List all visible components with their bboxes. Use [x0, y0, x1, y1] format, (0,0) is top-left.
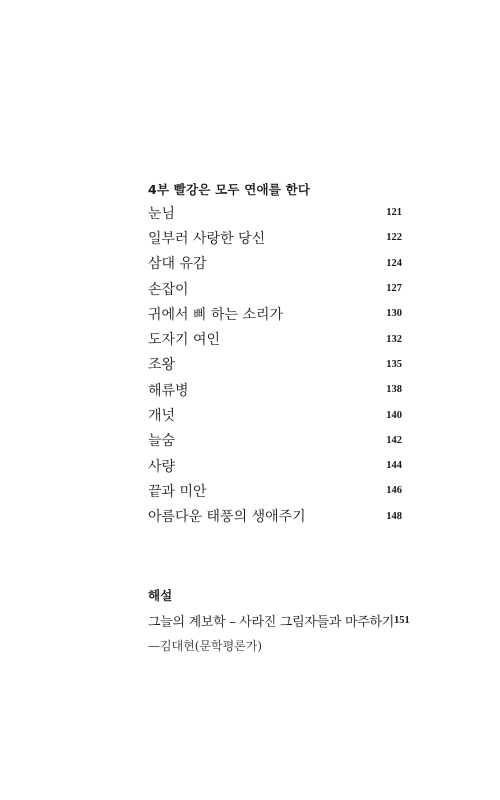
toc-entry-title: 개넛: [148, 408, 176, 425]
toc-entry-title: 귀에서 삐 하는 소리가: [148, 306, 284, 323]
toc-entry-page-number: 124: [386, 257, 402, 269]
toc-entry[interactable]: [148, 301, 402, 326]
toc-entry-title: 사량: [148, 458, 176, 475]
commentary-page-number: 151: [394, 614, 410, 626]
toc-entry[interactable]: [148, 251, 402, 276]
toc-entry-title: 조왕: [148, 357, 176, 374]
toc-entry-title: 늘숨: [148, 433, 176, 450]
toc-entry[interactable]: [148, 225, 402, 250]
toc-entry-page-number: 148: [386, 510, 402, 522]
commentary-author: —김대현(문학평론가): [148, 639, 263, 653]
toc-entry[interactable]: [148, 402, 402, 427]
toc-entry-page-number: 121: [386, 207, 402, 219]
toc-entry-page-number: 132: [386, 333, 402, 345]
toc-entry[interactable]: [148, 200, 402, 225]
toc-entry-page-number: 127: [386, 283, 402, 295]
toc-entry[interactable]: [148, 428, 402, 453]
toc-entry[interactable]: [148, 453, 402, 478]
toc-entry-title: 일부러 사랑한 당신: [148, 230, 266, 247]
toc-entry-page-number: 122: [386, 232, 402, 244]
toc-entry[interactable]: [148, 326, 402, 351]
toc-list: [148, 200, 402, 529]
toc-entry-page-number: 144: [386, 460, 402, 472]
toc-entry-page-number: 142: [386, 434, 402, 446]
commentary-title: 그늘의 계보학 – 사라진 그림자들과 마주하기: [148, 614, 395, 630]
commentary-heading: 해설: [148, 588, 173, 603]
toc-entry[interactable]: [148, 504, 402, 529]
toc-entry-page-number: 135: [386, 358, 402, 370]
toc-entry[interactable]: [148, 478, 402, 503]
toc-entry-title: 해류병: [148, 382, 189, 399]
toc-entry-title: 도자기 여인: [148, 332, 221, 349]
toc-entry-title: 아름다운 태풍의 생애주기: [148, 509, 306, 526]
toc-entry-title: 눈님: [148, 205, 176, 222]
toc-entry-page-number: 140: [386, 409, 402, 421]
toc-entry[interactable]: [148, 377, 402, 402]
toc-entry-page-number: 146: [386, 485, 402, 497]
commentary-entry[interactable]: [148, 608, 410, 632]
toc-entry-page-number: 130: [386, 308, 402, 320]
toc-entry[interactable]: [148, 352, 402, 377]
toc-entry-title: 끝과 미안: [148, 483, 207, 500]
toc-entry-page-number: 138: [386, 384, 402, 396]
toc-entry-title: 손잡이: [148, 281, 189, 298]
part-heading: 4부 빨강은 모두 연애를 한다: [148, 182, 311, 197]
toc-entry-title: 삼대 유감: [148, 256, 207, 273]
toc-entry[interactable]: [148, 276, 402, 301]
